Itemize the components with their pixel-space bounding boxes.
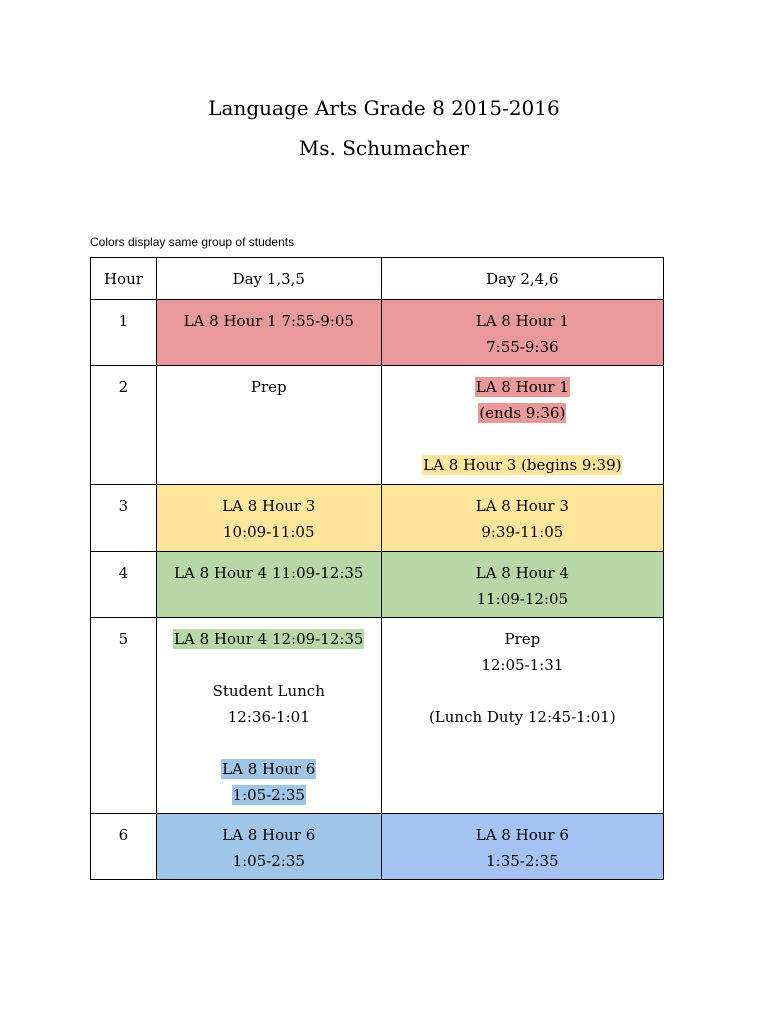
highlighted-text: LA 8 Hour 1 — [475, 378, 569, 396]
header-hour: Hour — [91, 258, 157, 300]
table-row — [91, 366, 664, 485]
hour-cell: 3 — [91, 485, 157, 552]
day-135-cell: LA 8 Hour 4 11:09-12:35 — [156, 552, 381, 618]
highlighted-text: LA 8 Hour 4 12:09-12:35 — [174, 630, 364, 648]
highlighted-text: 1:05-2:35 — [232, 786, 305, 804]
day-246-cell: LA 8 Hour 6 1:35-2:35 — [381, 814, 663, 880]
day-246-cell: LA 8 Hour 1 7:55-9:36 — [381, 300, 663, 366]
day-246-cell — [381, 366, 663, 485]
table-row — [91, 485, 664, 552]
table-header-row — [91, 258, 664, 300]
hour-cell: 2 — [91, 366, 157, 485]
highlighted-text: LA 8 Hour 3 (begins 9:39) — [423, 456, 622, 474]
day-135-cell: LA 8 Hour 3 10:09-11:05 — [156, 485, 381, 552]
table-row — [91, 814, 664, 880]
color-legend-note: Colors display same group of students — [90, 235, 295, 249]
day-246-cell: LA 8 Hour 3 9:39-11:05 — [381, 485, 663, 552]
table-row — [91, 300, 664, 366]
hour-cell: 5 — [91, 618, 157, 814]
hour-cell: 4 — [91, 552, 157, 618]
day-135-cell: LA 8 Hour 6 1:05-2:35 — [156, 814, 381, 880]
header-day-135: Day 1,3,5 — [156, 258, 381, 300]
day-135-cell: LA 8 Hour 1 7:55-9:05 — [156, 300, 381, 366]
table-row — [91, 552, 664, 618]
header-day-246: Day 2,4,6 — [381, 258, 663, 300]
day-246-cell: Prep 12:05-1:31 (Lunch Duty 12:45-1:01) — [381, 618, 663, 814]
document-title: Language Arts Grade 8 2015-2016 — [208, 96, 560, 120]
day-246-cell: LA 8 Hour 4 11:09-12:05 — [381, 552, 663, 618]
hour-cell: 6 — [91, 814, 157, 880]
hour-cell: 1 — [91, 300, 157, 366]
teacher-name: Ms. Schumacher — [298, 136, 470, 160]
highlighted-text: LA 8 Hour 6 — [222, 760, 316, 778]
schedule-table — [90, 257, 664, 880]
day-135-cell: LA 8 Hour 4 12:09-12:35 Student Lunch 12:36-1:01 LA 8 Hour 6 1:05-2:35 — [156, 618, 381, 814]
highlighted-text: (ends 9:36) — [479, 404, 566, 422]
day-135-cell: Prep — [156, 366, 381, 485]
table-row — [91, 618, 664, 814]
